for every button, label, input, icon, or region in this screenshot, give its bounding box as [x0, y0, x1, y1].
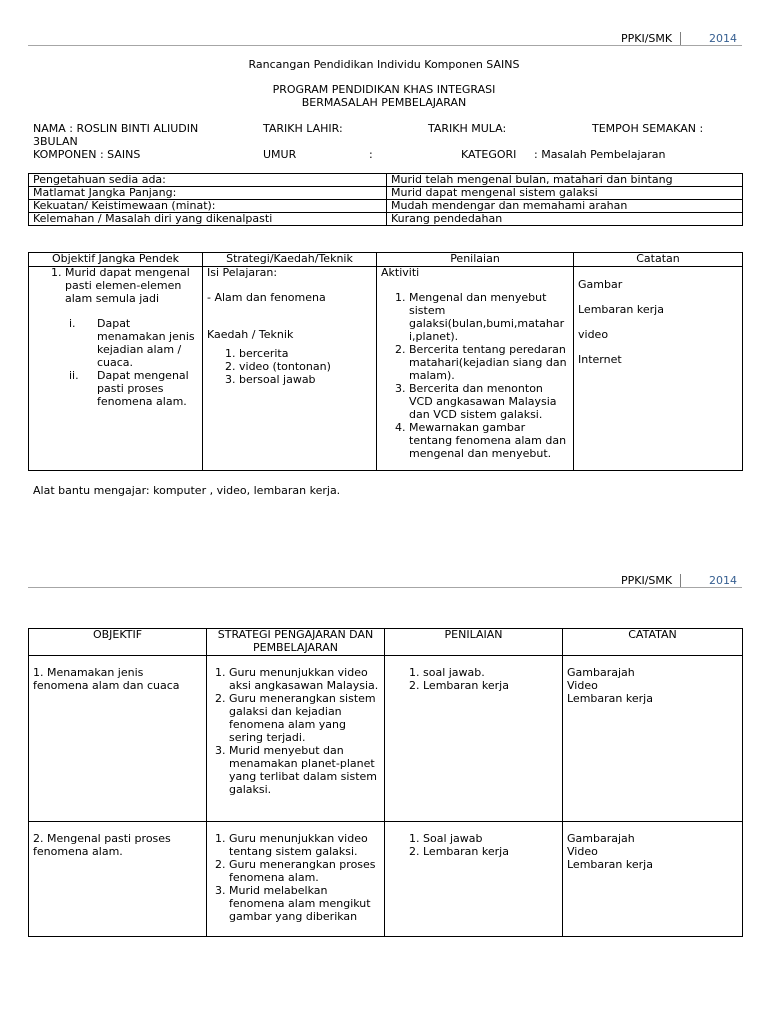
header-code: PPKI/SMK — [621, 574, 673, 587]
activity-label: Aktiviti — [381, 265, 420, 279]
note-item: video — [578, 327, 609, 341]
note-item: Gambarajah — [567, 831, 635, 845]
table-row — [29, 174, 743, 187]
list-item — [65, 370, 198, 409]
list-item: 2. Bercerita tentang peredaran matahari(kejadian siang dan malam). — [409, 344, 569, 383]
category-label: KATEGORI — [461, 148, 517, 161]
list-item: 3. Murid menyebut dan menamakan planet-planet yang terlibat dalam sistem galaksi. — [229, 745, 380, 797]
note-item: Video — [567, 844, 598, 858]
profile-label: Matlamat Jangka Panjang: — [29, 187, 387, 200]
list-item: 1. Soal jawab — [423, 833, 558, 846]
list-number: i. — [69, 316, 76, 330]
teaching-plan-table — [28, 628, 743, 937]
list-item: 2. Lembaran kerja — [423, 680, 558, 693]
objective-cell: 1. Menamakan jenis fenomena alam dan cuaca — [29, 655, 207, 821]
assessment-cell — [377, 266, 574, 470]
note-item: Video — [567, 678, 598, 692]
birth-date-label: TARIKH LAHIR: — [263, 122, 343, 135]
component-label: KOMPONEN : SAINS — [33, 148, 141, 161]
header-year: 2014 — [709, 32, 737, 45]
header-separator — [680, 574, 681, 587]
column-header: OBJEKTIF — [29, 629, 207, 656]
teaching-aids: Alat bantu mengajar: komputer , video, lembaran kerja. — [33, 484, 341, 497]
table-row — [29, 821, 743, 936]
table-row — [29, 200, 743, 213]
method-label: Kaedah / Teknik — [207, 327, 294, 341]
program-subtitle: BERMASALAH PEMBELAJARAN — [301, 96, 467, 109]
student-name: NAMA : ROSLIN BINTI ALIUDIN — [33, 122, 199, 135]
objective-cell: 2. Mengenal pasti proses fenomena alam. — [29, 821, 207, 936]
assessment-cell — [385, 821, 563, 936]
age-label: UMUR — [263, 148, 297, 161]
list-item — [65, 318, 198, 370]
profile-label: Kekuatan/ Keistimewaan (minat): — [29, 200, 387, 213]
profile-table — [28, 173, 743, 226]
strategy-cell — [207, 821, 385, 936]
list-item: 1. Guru menunjukkan video tentang sistem galaksi. — [229, 833, 380, 859]
age-colon: : — [369, 148, 373, 161]
list-number: ii. — [69, 368, 79, 382]
column-header: Penilaian — [377, 253, 574, 267]
column-header: Catatan — [574, 253, 743, 267]
profile-value: Mudah mendengar dan memahami arahan — [387, 200, 743, 213]
column-header: Objektif Jangka Pendek — [29, 253, 203, 267]
list-item: 3. Murid melabelkan fenomena alam mengikut gambar yang diberikan — [229, 885, 380, 924]
header-separator — [680, 32, 681, 45]
table-row — [29, 266, 743, 470]
note-item: Gambarajah — [567, 665, 635, 679]
list-item: 1. bercerita — [239, 348, 372, 361]
column-header: Strategi/Kaedah/Teknik — [203, 253, 377, 267]
table-header-row — [29, 629, 743, 656]
objective-cell — [29, 266, 203, 470]
header-year: 2014 — [709, 574, 737, 587]
header-code: PPKI/SMK — [621, 32, 673, 45]
column-header: STRATEGI PENGAJARAN DAN PEMBELAJARAN — [207, 629, 385, 656]
objective-sub: Dapat menamakan jenis kejadian alam / cuaca. — [97, 316, 195, 369]
table-row — [29, 213, 743, 226]
review-period-label: TEMPOH SEMAKAN : — [592, 122, 704, 135]
list-item: 3. bersoal jawab — [239, 374, 372, 387]
list-item: 2. Guru menerangkan sistem galaksi dan kejadian fenomena alam yang sering terjadi. — [229, 693, 380, 745]
table-header-row — [29, 253, 743, 267]
program-title: PROGRAM PENDIDIKAN KHAS INTEGRASI — [272, 83, 496, 96]
column-header: PENILAIAN — [385, 629, 563, 656]
note-item: Internet — [578, 352, 622, 366]
list-item: 4. Mewarnakan gambar tentang fenomena alam dan mengenal dan menyebut. — [409, 422, 569, 461]
notes-cell — [574, 266, 743, 470]
profile-value: Murid telah mengenal bulan, matahari dan bintang — [387, 174, 743, 187]
start-date-label: TARIKH MULA: — [428, 122, 507, 135]
short-term-plan-table — [28, 252, 743, 471]
lesson-content-label: Isi Pelajaran: — [207, 265, 278, 279]
strategy-cell — [203, 266, 377, 470]
objective-sub: Dapat mengenal pasti proses fenomena alam. — [97, 368, 189, 408]
profile-label: Kelemahan / Masalah diri yang dikenalpasti — [29, 213, 387, 226]
list-item: 1. soal jawab. — [423, 667, 558, 680]
header-rule — [28, 45, 742, 46]
profile-value: Kurang pendedahan — [387, 213, 743, 226]
note-item: Lembaran kerja — [578, 302, 664, 316]
table-row — [29, 187, 743, 200]
note-item: Lembaran kerja — [567, 691, 653, 705]
assessment-cell — [385, 655, 563, 821]
notes-cell — [563, 821, 743, 936]
list-item: 2. Lembaran kerja — [423, 846, 558, 859]
notes-cell — [563, 655, 743, 821]
list-item: 3. Bercerita dan menonton VCD angkasawan Malaysia dan VCD sistem galaksi. — [409, 383, 569, 422]
note-item: Gambar — [578, 277, 623, 291]
list-item: 2. Guru menerangkan proses fenomena alam. — [229, 859, 380, 885]
list-item: 1. Guru menunjukkan video aksi angkasawan Malaysia. — [229, 667, 380, 693]
strategy-cell — [207, 655, 385, 821]
lesson-content-value: - Alam dan fenomena — [207, 290, 326, 304]
document-title: Rancangan Pendidikan Individu Komponen SAINS — [248, 58, 520, 71]
profile-label: Pengetahuan sedia ada: — [29, 174, 387, 187]
note-item: Lembaran kerja — [567, 857, 653, 871]
objective-main: 1. Murid dapat mengenal pasti elemen-elemen alam semula jadi — [65, 267, 198, 306]
header-rule — [28, 587, 742, 588]
column-header: CATATAN — [563, 629, 743, 656]
list-item: 2. video (tontonan) — [239, 361, 372, 374]
table-row — [29, 655, 743, 821]
review-period-value: 3BULAN — [33, 135, 78, 148]
category-value: : Masalah Pembelajaran — [534, 148, 666, 161]
list-item: 1. Mengenal dan menyebut sistem galaksi(bulan,bumi,matahar i,planet). — [409, 292, 569, 344]
profile-value: Murid dapat mengenal sistem galaksi — [387, 187, 743, 200]
